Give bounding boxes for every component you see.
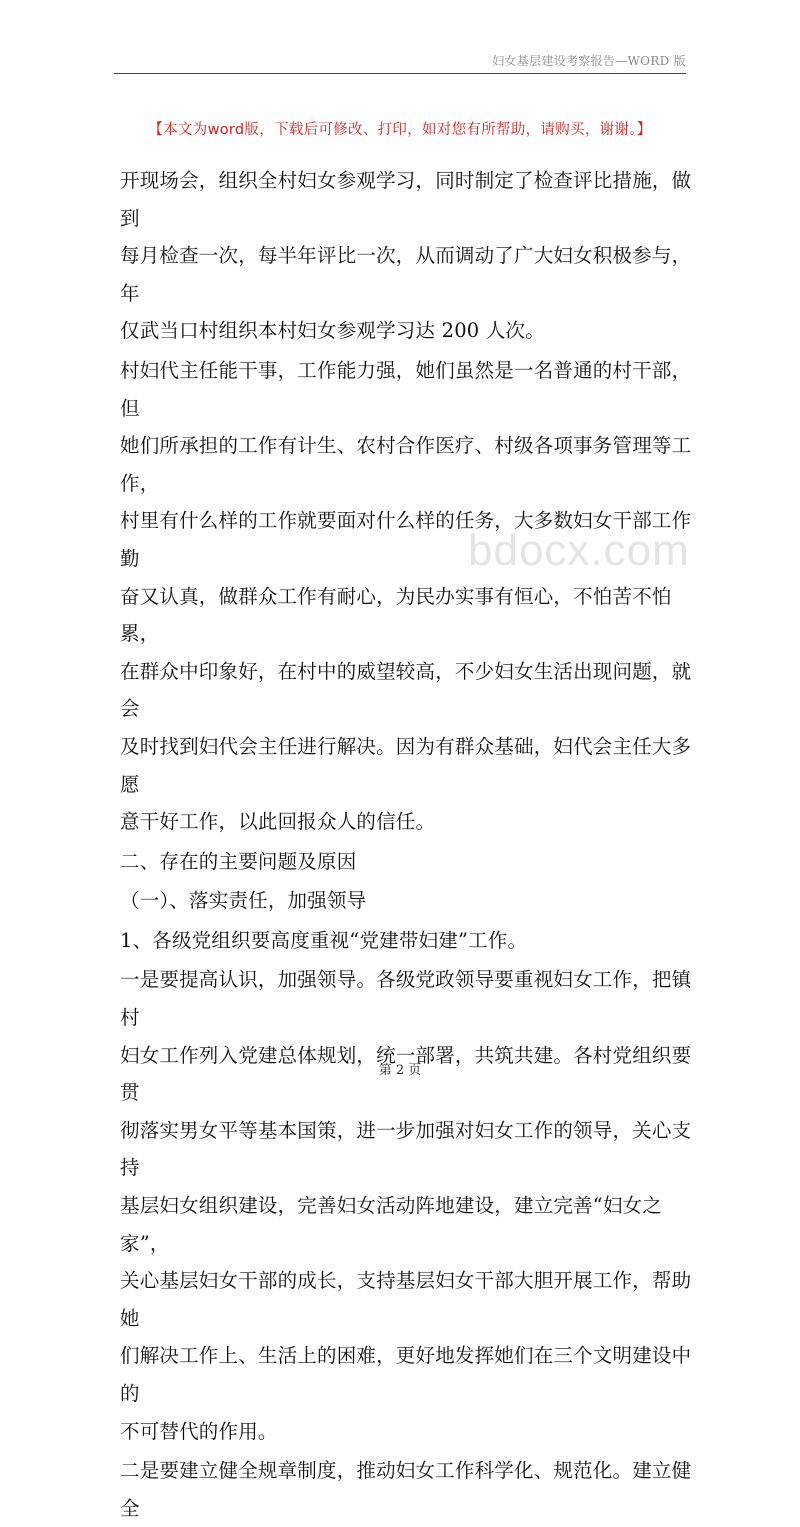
- section-heading: 二、存在的主要问题及原因: [120, 849, 357, 873]
- subsection-heading: （一）、落实责任，加强领导: [120, 889, 367, 913]
- page-header: [114, 52, 686, 74]
- item-heading: 1、各级党组织要高度重视“党建带妇建”工作。: [120, 928, 528, 952]
- paragraph-1: 开现场会，组织全村妇女参观学习，同时制定了检查评比措施，做到 每月检查一次，每半年评比一次，从而调动了广大妇女积极参与，年 仅武当口村组织本村妇女参观学习达 200 人次。: [120, 169, 692, 343]
- header-rule: [114, 73, 686, 74]
- paragraph-4: 二是要建立健全规章制度，推动妇女工作科学化、规范化。建立健全: [120, 1459, 692, 1520]
- header-title: 妇女基层建设考察报告—WORD 版: [492, 54, 686, 68]
- watermark: bdocx.com: [468, 526, 690, 575]
- paragraph-3: 一是要提高认识，加强领导。各级党政领导要重视妇女工作，把镇村 妇女工作列入党建总体规划，统一部署，共筑共建。各村党组织要贯 彻落实男女平等基本国策，进一步加强对妇女工作的领导，关心支持 基层妇女组织建设，完善妇女活动阵地建设，建立完善“妇女之家”， 关心基层妇女干部的成长，支持基层妇女干部大胆开展工作，帮助她 们解决工作上、生活上的困难，更好地发挥她们在三个文明建设中的 不可替代的作用。: [120, 968, 692, 1443]
- page-number: 第 2 页: [378, 1063, 422, 1078]
- purchase-notice: 【本文为word版，下载后可修改、打印，如对您有所帮助，请购买，谢谢。】: [148, 122, 652, 138]
- paragraph-2: 村妇代主任能干事，工作能力强，她们虽然是一名普通的村干部，但 她们所承担的工作有计生、农村合作医疗、村级各项事务管理等工作， 村里有什么样的工作就要面对什么样的任务，大多数妇女干部工作勤 奋又认真，做群众工作有耐心，为民办实事有恒心，不怕苦不怕累， 在群众中印象好，在村中的威望较高，不少妇女生活出现问题，就会 及时找到妇代会主任进行解决。因为有群众基础，妇代会主任大多愿 意干好工作，以此回报众人的信任。: [120, 358, 692, 834]
- document-body: [120, 162, 692, 1527]
